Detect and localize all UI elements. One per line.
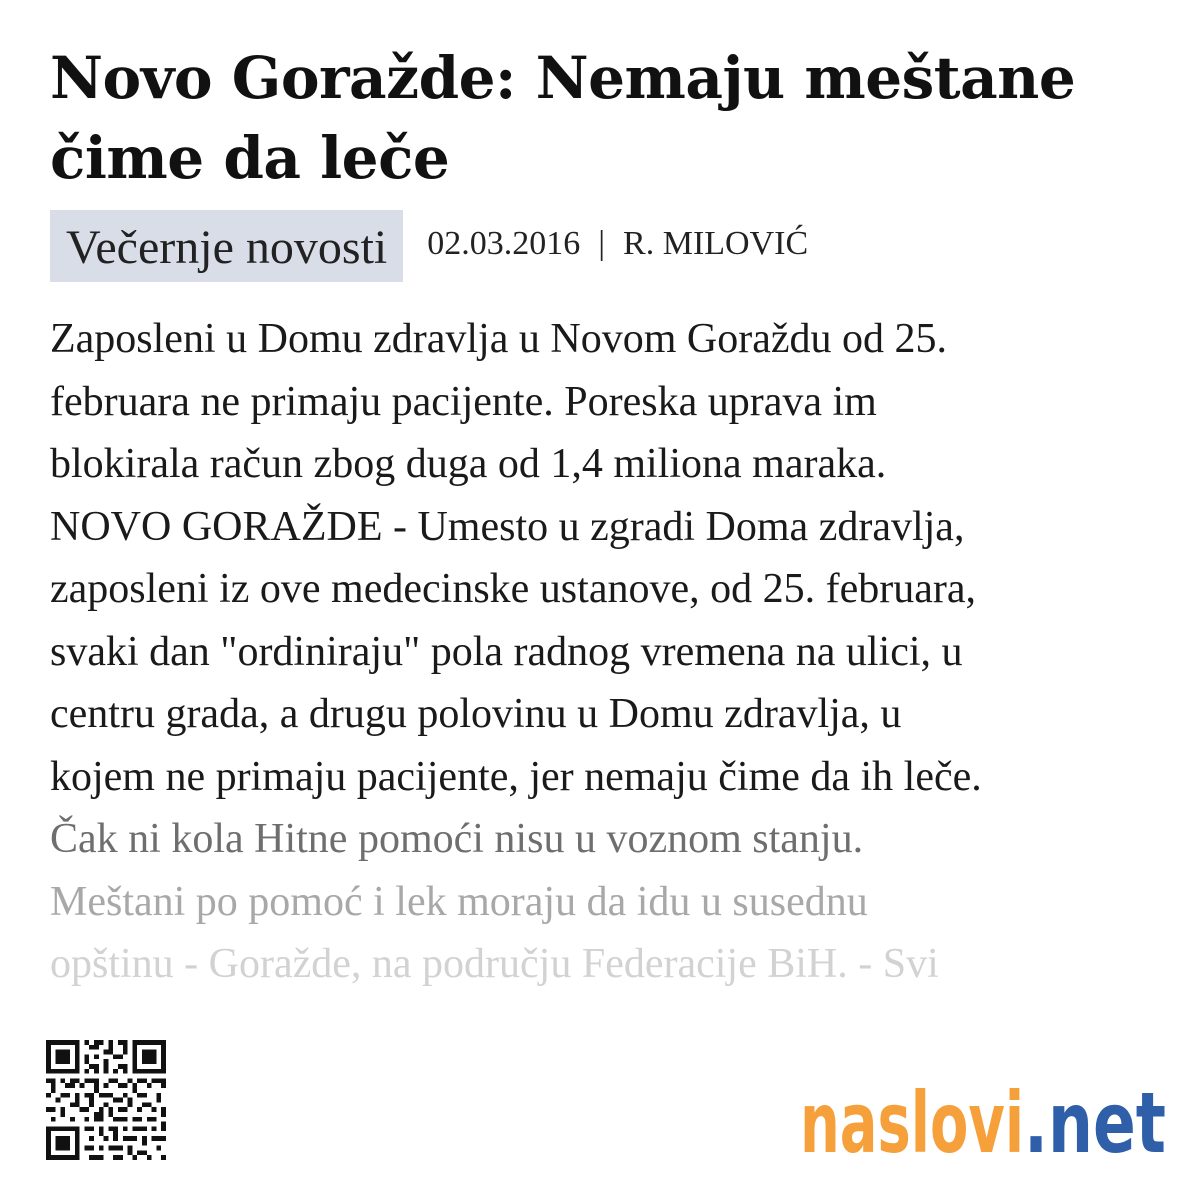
body-line: februara ne primaju pacijente. Poreska uprava im: [50, 378, 877, 425]
body-line: svaki dan "ordiniraju" pola radnog vremena na ulici, u: [50, 628, 963, 675]
meta-separator: |: [598, 225, 606, 262]
body-line: zaposleni iz ove medecinske ustanove, od 25. februara,: [50, 566, 976, 612]
svg-text:.net: .net: [1024, 1074, 1166, 1170]
source-badge[interactable]: Večernje novosti: [50, 210, 403, 282]
body-line: NOVO GORAŽDE - Umesto u zgradi Doma zdravlja,: [50, 503, 965, 550]
article-body: [50, 308, 1165, 996]
body-line: Čak ni kola Hitne pomoći nisu u voznom stanju.: [50, 816, 864, 862]
body-line: opštinu - Goražde, na području Federacije BiH. - Svi: [50, 941, 939, 987]
naslovi-net-logo[interactable]: [800, 1060, 1170, 1170]
article-title: Novo Goražde: Nemaju meštane čime da leče: [50, 44, 1076, 192]
body-line: centru grada, a drugu polovinu u Domu zdravlja, u: [50, 691, 902, 737]
body-line: Zaposleni u Domu zdravlja u Novom Goraždu od 25.: [50, 316, 947, 362]
article-meta: [50, 210, 808, 284]
body-line: blokirala račun zbog duga od 1,4 miliona maraka.: [50, 441, 887, 487]
body-line: Meštani po pomoć i lek moraju da idu u susednu: [50, 878, 868, 925]
body-line: kojem ne primaju pacijente, jer nemaju čime da ih leče.: [50, 753, 982, 800]
article-date: 02.03.2016: [427, 225, 581, 262]
article-author: R. MILOVIĆ: [623, 225, 809, 262]
qr-code-icon[interactable]: [46, 1037, 166, 1163]
svg-text:naslovi: naslovi: [800, 1074, 1024, 1170]
